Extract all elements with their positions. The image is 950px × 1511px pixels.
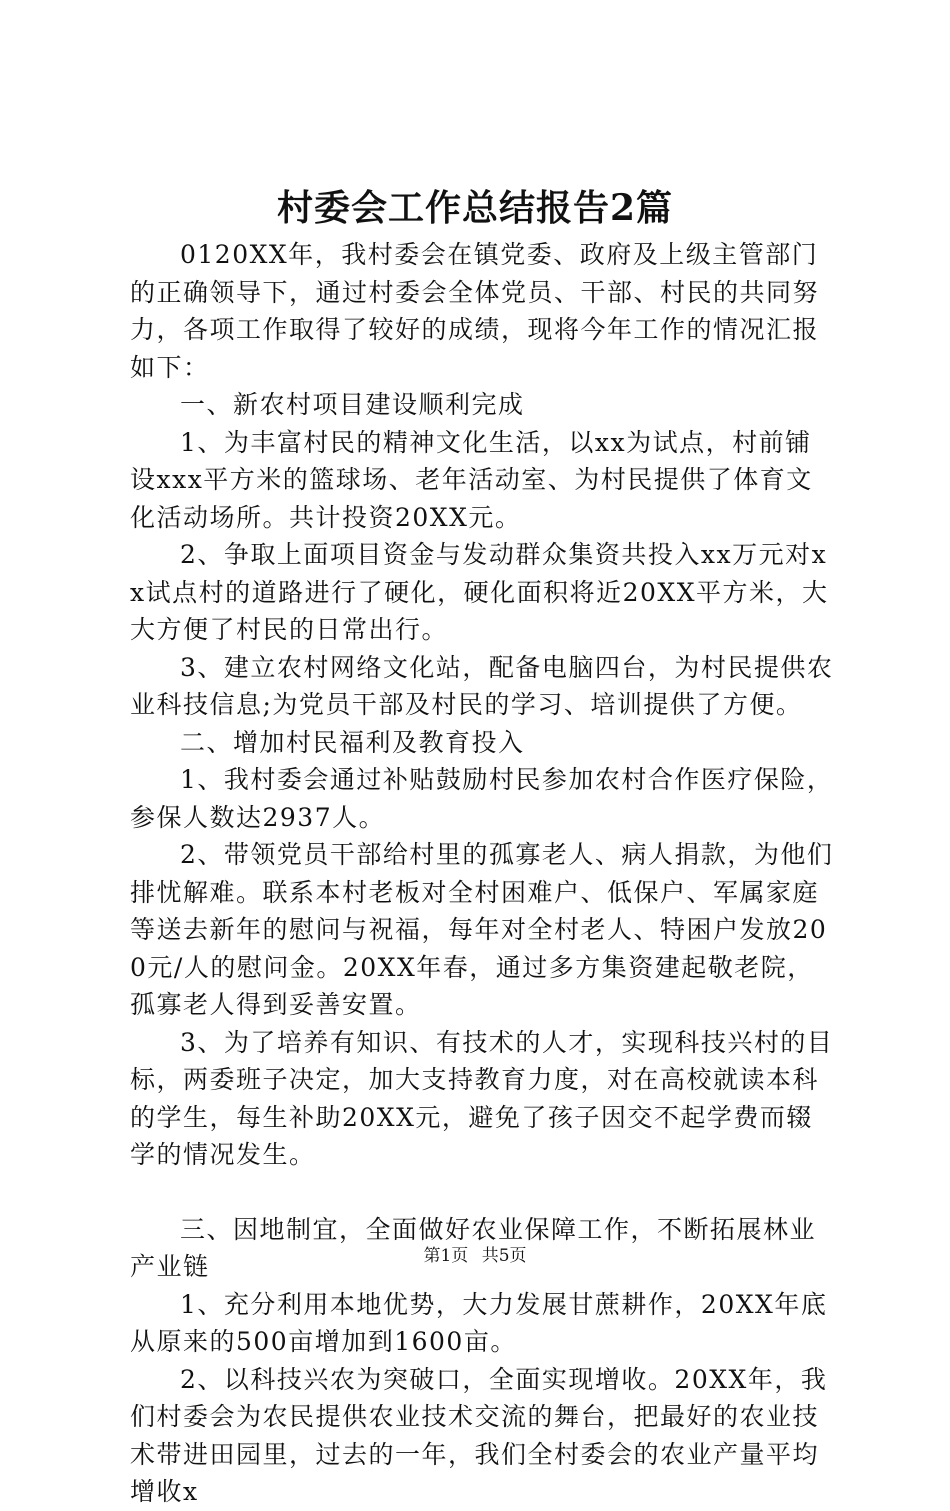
page-footer <box>0 1244 950 1268</box>
paragraph-2-2: 2、带领党员干部给村里的孤寡老人、病人捐款，为他们排忧解难。联系本村老板对全村困难户、低保户、军属家庭等送去新年的慰问与祝福，每年对全村老人、特困户发放200元/人的慰问金。20XX年春，通过多方集资建起敬老院，孤寡老人得到妥善安置。 <box>130 840 834 1019</box>
paragraph-1-3: 3、建立农村网络文化站，配备电脑四台，为村民提供农业科技信息;为党员干部及村民的学习、培训提供了方便。 <box>130 652 834 719</box>
paragraph-2-3: 3、为了培养有知识、有技术的人才，实现科技兴村的目标，两委班子决定，加大支持教育力度，对在高校就读本科的学生，每生补助20XX元，避免了孩子因交不起学费而辍学的情况发生。 <box>130 1027 834 1169</box>
paragraph-1-2: 2、争取上面项目资金与发动群众集资共投入xx万元对xx试点村的道路进行了硬化，硬化面积将近20XX平方米，大大方便了村民的日常出行。 <box>130 540 829 644</box>
section-heading-1: 一、新农村项目建设顺利完成 <box>180 390 525 419</box>
document-title: 村委会工作总结报告2篇 <box>276 187 674 229</box>
paragraph-1-1: 1、为丰富村民的精神文化生活，以xx为试点，村前铺设xxx平方米的篮球场、老年活动室、为村民提供了体育文化活动场所。共计投资20XX元。 <box>130 427 813 532</box>
paragraph-3-2: 2、以科技兴农为突破口，全面实现增收。20XX年，我们村委会为农民提供农业技术交流的舞台，把最好的农业技术带进田园里，过去的一年，我们全村委会的农业产量平均增收x <box>130 1364 828 1506</box>
paragraph-2-1: 1、我村委会通过补贴鼓励村民参加农村合作医疗保险，参保人数达2937人。 <box>130 765 834 832</box>
section-heading-3: 三、因地制宜，全面做好农业保障工作，不断拓展林业产业链 <box>130 1214 817 1281</box>
section-heading-2: 二、增加村民福利及教育投入 <box>180 727 525 757</box>
paragraph-3-1: 1、充分利用本地优势，大力发展甘蔗耕作，20XX年底从原来的500亩增加到1600亩。 <box>130 1289 828 1356</box>
document-body <box>130 236 835 1511</box>
paragraph-intro: 0120XX年，我村委会在镇党委、政府及上级主管部门的正确领导下，通过村委会全体党员、干部、村民的共同努力，各项工作取得了较好的成绩，现将今年工作的情况汇报如下： <box>130 240 820 382</box>
page-total: 共5页 <box>481 1246 527 1266</box>
page-number: 第1页 <box>423 1246 469 1266</box>
